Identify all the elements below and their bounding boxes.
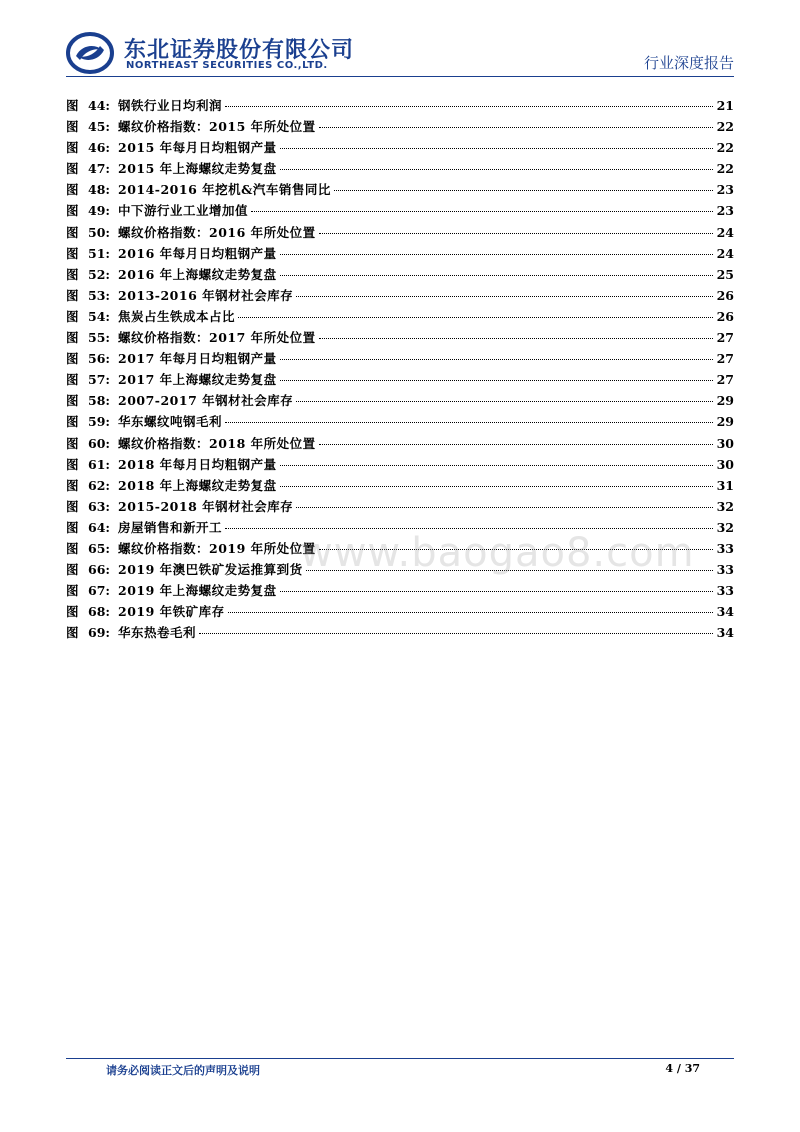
figure-list-item[interactable] — [66, 180, 734, 201]
dot-leader — [225, 106, 713, 107]
figure-page-number: 22 — [716, 140, 734, 156]
figure-number: 57: — [88, 372, 111, 388]
dot-leader — [334, 190, 713, 191]
figure-page-number: 23 — [716, 203, 734, 219]
figure-prefix: 图 — [66, 330, 79, 346]
figure-title: 螺纹价格指数：2016 年所处位置 — [118, 224, 316, 240]
figure-prefix: 图 — [66, 477, 79, 493]
dot-leader — [225, 422, 713, 423]
figure-prefix: 图 — [66, 372, 79, 388]
figure-list-item[interactable] — [66, 286, 734, 307]
figure-prefix: 图 — [66, 98, 79, 113]
figure-number: 69: — [88, 625, 111, 641]
figure-number: 59: — [88, 414, 111, 430]
figure-number: 44: — [88, 98, 111, 113]
figure-list-item[interactable] — [66, 391, 734, 412]
figure-prefix: 图 — [66, 583, 79, 599]
figure-number: 58: — [88, 393, 111, 409]
dot-leader — [280, 148, 713, 149]
figure-prefix: 图 — [66, 245, 79, 261]
figure-prefix: 图 — [66, 435, 79, 451]
figure-title: 2007-2017 年钢材社会库存 — [118, 393, 294, 409]
dot-leader — [280, 380, 713, 381]
figure-page-number: 27 — [716, 351, 734, 367]
figure-title: 2019 年铁矿库存 — [118, 604, 225, 620]
footer-divider — [66, 1058, 734, 1059]
dot-leader — [296, 401, 713, 402]
figure-list-item[interactable] — [66, 159, 734, 180]
dot-leader — [296, 507, 713, 508]
figure-title: 2017 年每月日均粗钢产量 — [118, 351, 277, 367]
figure-page-number: 26 — [716, 308, 734, 324]
figure-title: 华东螺纹吨钢毛利 — [118, 414, 223, 430]
figure-title: 2016 年每月日均粗钢产量 — [118, 245, 277, 261]
figure-prefix: 图 — [66, 308, 79, 324]
figure-title: 螺纹价格指数：2018 年所处位置 — [118, 435, 316, 451]
figure-number: 56: — [88, 351, 111, 367]
figure-list-item[interactable] — [66, 497, 734, 518]
figure-number: 51: — [88, 245, 111, 261]
figure-list-item[interactable] — [66, 623, 734, 644]
figure-title: 螺纹价格指数：2019 年所处位置 — [118, 540, 316, 556]
figure-prefix: 图 — [66, 351, 79, 367]
page-number: 4 / 37 — [665, 1062, 700, 1075]
page-header — [66, 28, 734, 76]
figure-page-number: 29 — [716, 414, 734, 430]
figure-list-item[interactable] — [66, 349, 734, 370]
dot-leader — [319, 127, 713, 128]
figure-list-item[interactable] — [66, 602, 734, 623]
figure-page-number: 25 — [716, 266, 734, 282]
figure-title: 中下游行业工业增加值 — [118, 203, 249, 219]
figure-page-number: 24 — [716, 224, 734, 240]
figure-list-item[interactable] — [66, 412, 734, 433]
dot-leader — [280, 465, 713, 466]
figure-number: 45: — [88, 119, 111, 135]
figure-number: 50: — [88, 224, 111, 240]
figure-list-item[interactable] — [66, 96, 734, 117]
figure-number: 48: — [88, 182, 111, 198]
dot-leader — [225, 528, 713, 529]
figure-page-number: 32 — [716, 519, 734, 535]
dot-leader — [228, 612, 713, 613]
dot-leader — [199, 633, 713, 634]
figure-page-number: 33 — [716, 562, 734, 578]
figure-list-item[interactable] — [66, 223, 734, 244]
figure-prefix: 图 — [66, 498, 79, 514]
figure-list-item[interactable] — [66, 328, 734, 349]
figure-number: 61: — [88, 456, 111, 472]
figure-number: 68: — [88, 604, 111, 620]
figure-prefix: 图 — [66, 540, 79, 556]
figure-number: 49: — [88, 203, 111, 219]
header-divider — [66, 76, 734, 77]
figure-list-item[interactable] — [66, 370, 734, 391]
figure-number: 66: — [88, 562, 111, 578]
figure-number: 62: — [88, 477, 111, 493]
figure-prefix: 图 — [66, 456, 79, 472]
figure-number: 46: — [88, 140, 111, 156]
dot-leader — [319, 233, 713, 234]
figure-title: 2018 年上海螺纹走势复盘 — [118, 477, 277, 493]
figure-number: 64: — [88, 519, 111, 535]
dot-leader — [280, 359, 713, 360]
dot-leader — [238, 317, 713, 318]
figure-page-number: 27 — [716, 330, 734, 346]
figure-page-number: 27 — [716, 372, 734, 388]
figure-number: 54: — [88, 308, 111, 324]
company-name-cn: 东北证券股份有限公司 — [124, 38, 355, 63]
figure-title: 2015-2018 年钢材社会库存 — [118, 498, 294, 514]
figure-page-number: 30 — [716, 435, 734, 451]
figure-prefix: 图 — [66, 224, 79, 240]
figure-title: 螺纹价格指数：2015 年所处位置 — [118, 119, 316, 135]
figure-page-number: 22 — [716, 119, 734, 135]
figure-number: 67: — [88, 583, 111, 599]
figure-prefix: 图 — [66, 625, 79, 641]
figure-page-number: 29 — [716, 393, 734, 409]
figure-title: 2015 年每月日均粗钢产量 — [118, 140, 277, 156]
dot-leader — [280, 254, 713, 255]
figure-page-number: 32 — [716, 498, 734, 514]
watermark: www.baogao8.com — [300, 530, 695, 576]
figure-number: 53: — [88, 287, 111, 303]
dot-leader — [296, 296, 713, 297]
figure-prefix: 图 — [66, 266, 79, 282]
figure-list-item[interactable] — [66, 244, 734, 265]
figure-title: 螺纹价格指数：2017 年所处位置 — [118, 330, 316, 346]
figure-title: 2017 年上海螺纹走势复盘 — [118, 372, 277, 388]
dot-leader — [319, 444, 713, 445]
figure-prefix: 图 — [66, 393, 79, 409]
figure-title: 华东热卷毛利 — [118, 625, 197, 641]
figure-page-number: 21 — [716, 98, 734, 113]
figure-page-number: 31 — [716, 477, 734, 493]
figure-title: 焦炭占生铁成本占比 — [118, 308, 236, 324]
figure-page-number: 23 — [716, 182, 734, 198]
figure-prefix: 图 — [66, 287, 79, 303]
figure-prefix: 图 — [66, 519, 79, 535]
figure-page-number: 24 — [716, 245, 734, 261]
figure-title: 2019 年上海螺纹走势复盘 — [118, 583, 277, 599]
figure-number: 63: — [88, 498, 111, 514]
figure-list-item[interactable] — [66, 117, 734, 138]
figure-list-item[interactable] — [66, 455, 734, 476]
figure-prefix: 图 — [66, 203, 79, 219]
figure-page-number: 33 — [716, 583, 734, 599]
figure-prefix: 图 — [66, 182, 79, 198]
figure-number: 65: — [88, 540, 111, 556]
dot-leader — [280, 275, 713, 276]
figure-title: 房屋销售和新开工 — [118, 519, 223, 535]
figure-title: 2018 年每月日均粗钢产量 — [118, 456, 277, 472]
figure-list-item[interactable] — [66, 581, 734, 602]
figure-list-item[interactable] — [66, 265, 734, 286]
northeast-securities-logo-icon — [66, 32, 118, 74]
figure-title: 2013-2016 年钢材社会库存 — [118, 287, 294, 303]
figure-title: 2014-2016 年挖机&汽车销售同比 — [118, 182, 331, 198]
figure-page-number: 30 — [716, 456, 734, 472]
dot-leader — [319, 338, 713, 339]
figure-number: 60: — [88, 435, 111, 451]
figure-page-number: 34 — [716, 625, 734, 641]
figure-page-number: 22 — [716, 161, 734, 177]
figure-prefix: 图 — [66, 414, 79, 430]
figure-page-number: 26 — [716, 287, 734, 303]
dot-leader — [251, 211, 713, 212]
figure-prefix: 图 — [66, 604, 79, 620]
figure-page-number: 33 — [716, 540, 734, 556]
figure-number: 47: — [88, 161, 111, 177]
figure-prefix: 图 — [66, 119, 79, 135]
figure-page-number: 34 — [716, 604, 734, 620]
figure-title: 2016 年上海螺纹走势复盘 — [118, 266, 277, 282]
figure-prefix: 图 — [66, 562, 79, 578]
report-type-label: 行业深度报告 — [643, 54, 734, 72]
figure-title: 2019 年澳巴铁矿发运推算到货 — [118, 562, 303, 578]
figure-prefix: 图 — [66, 140, 79, 156]
footer-disclaimer: 请务必阅读正文后的声明及说明 — [106, 1064, 260, 1077]
dot-leader — [280, 486, 713, 487]
figure-title: 2015 年上海螺纹走势复盘 — [118, 161, 277, 177]
figure-list-item[interactable] — [66, 476, 734, 497]
dot-leader — [280, 169, 713, 170]
figure-prefix: 图 — [66, 161, 79, 177]
figure-list-item[interactable] — [66, 138, 734, 159]
figure-title: 钢铁行业日均利润 — [118, 98, 223, 113]
company-name-en: NORTHEAST SECURITIES CO.,LTD. — [126, 60, 328, 71]
dot-leader — [280, 591, 713, 592]
figure-number: 52: — [88, 266, 111, 282]
figure-list-item[interactable] — [66, 434, 734, 455]
figure-number: 55: — [88, 330, 111, 346]
figure-list-item[interactable] — [66, 307, 734, 328]
figure-list-item[interactable] — [66, 201, 734, 222]
